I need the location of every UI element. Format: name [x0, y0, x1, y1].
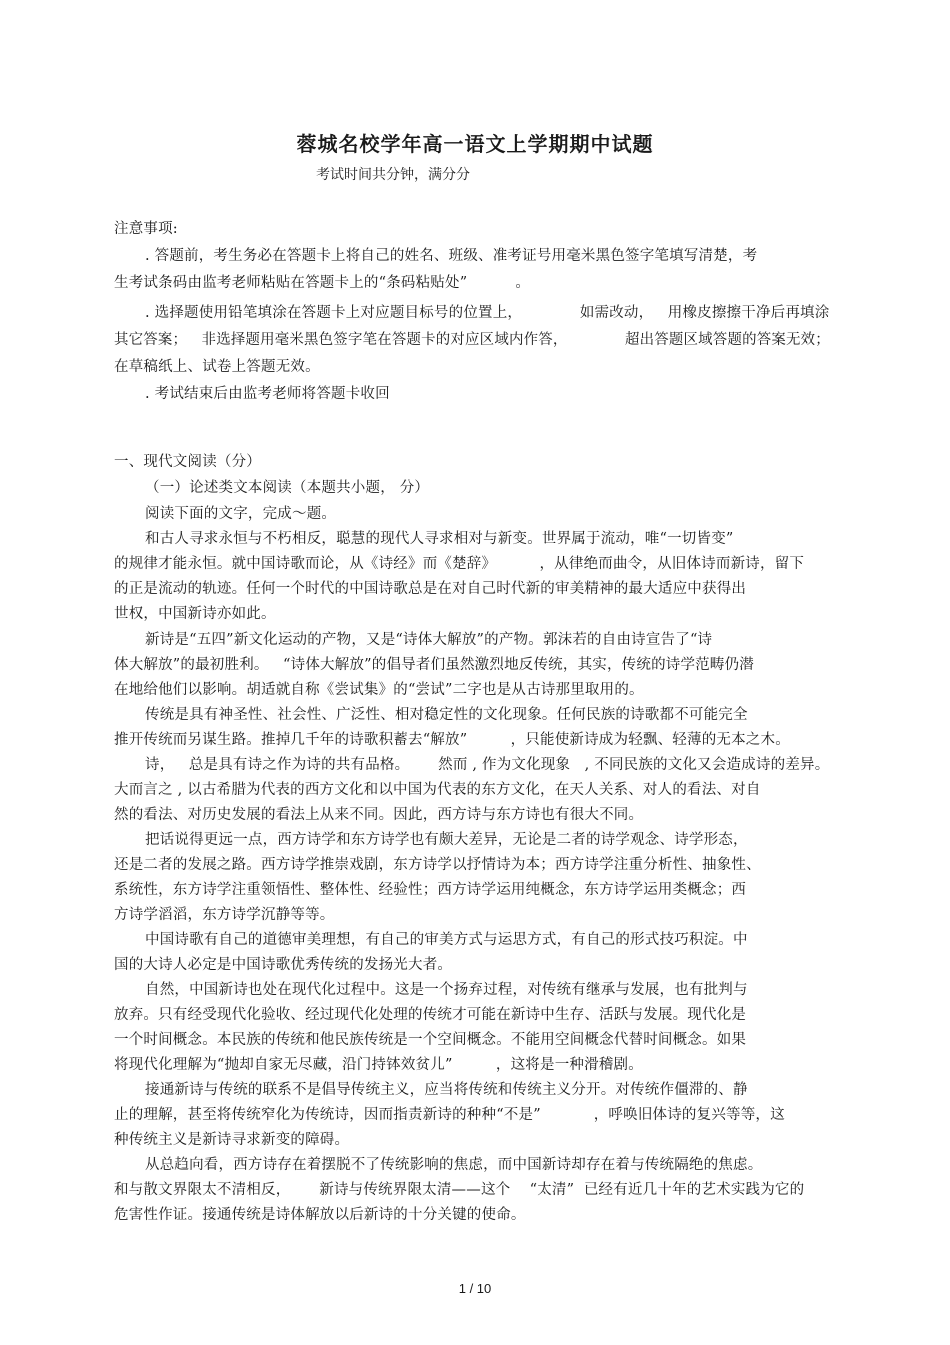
body-line: 大而言之 , 以古希腊为代表的西方文化和以中国为代表的东方文化，在天人关系、对人的看法、对自: [114, 782, 761, 798]
body-line: 接通新诗与传统的联系不是倡导传统主义，应当将传统和传统主义分开。对传统作僵滞的、静: [145, 1082, 748, 1098]
body-line: 把话说得更远一点，西方诗学和东方诗学也有颇大差异，无论是二者的诗学观念、诗学形态，: [145, 832, 748, 848]
body-line: 和与散文界限太不清相反， 新诗与传统界限太清——这个 “太清” 已经有近几十年的艺术实践为它的: [114, 1182, 805, 1198]
body-line: 还是二者的发展之路。西方诗学推崇戏剧，东方诗学以抒情诗为本；西方诗学注重分析性、抽象性、: [114, 857, 761, 873]
body-line: 诗， 总是具有诗之作为诗的共有品格。 然而 , 作为文化现象 , 不同民族的文化又会造成诗的差异。: [145, 757, 830, 773]
exam-subtitle: 考试时间共分钟，满分分: [316, 167, 470, 183]
body-line: 放弃。只有经受现代化验收、经过现代化处理的传统才可能在新诗中生存、活跃与发展。现代化是: [114, 1007, 747, 1023]
notice-line: 生考试条码由监考老师粘贴在答题卡上的“条码粘贴处” 。: [114, 275, 531, 291]
body-line: 国的大诗人必定是中国诗歌优秀传统的发扬光大者。: [114, 957, 453, 973]
body-line: 自然，中国新诗也处在现代化过程中。这是一个扬弃过程，对传统有继承与发展，也有批判与: [145, 982, 748, 998]
body-line: 止的理解，甚至将传统窄化为传统诗，因而指责新诗的种种“不是” ，呼唤旧体诗的复兴等等，这: [114, 1107, 785, 1123]
section-heading: 一、现代文阅读（分）: [114, 454, 261, 470]
body-line: 世权，中国新诗亦如此。: [114, 606, 276, 622]
body-line: 的正是流动的轨迹。任何一个时代的中国诗歌总是在对自己时代新的审美精神的最大适应中获得出: [114, 581, 747, 597]
body-line: 然的看法、对历史发展的看法上从来不同。因此，西方诗与东方诗也有很大不同。: [114, 807, 644, 823]
body-line: 在地给他们以影响。胡适就自称《尝试集》的“尝试”二字也是从古诗那里取用的。: [114, 682, 644, 698]
body-line: 一个时间概念。本民族的传统和他民族传统是一个空间概念。不能用空间概念代替时间概念。如果: [114, 1032, 747, 1048]
notice-line: . 选择题使用铅笔填涂在答题卡上对应题目标号的位置上， 如需改动， 用橡皮擦擦干净后再填涂: [145, 305, 830, 321]
body-line: 传统是具有神圣性、社会性、广泛性、相对稳定性的文化现象。任何民族的诗歌都不可能完全: [145, 707, 748, 723]
body-line: 危害性作证。接通传统是诗体解放以后新诗的十分关键的使命。: [114, 1207, 526, 1223]
notice-line: . 答题前，考生务必在答题卡上将自己的姓名、班级、准考证号用毫米黑色签字笔填写清楚，考: [145, 248, 758, 264]
notice-line: 在草稿纸上、试卷上答题无效。: [114, 359, 320, 375]
body-line: 的规律才能永恒。就中国诗歌而论，从《诗经》而《楚辞》 ，从律绝而曲令，从旧体诗而新诗，留下: [114, 556, 805, 572]
body-line: 方诗学滔滔，东方诗学沉静等等。: [114, 907, 335, 923]
instruction-line: 阅读下面的文字，完成～题。: [145, 506, 337, 522]
body-line: 推开传统而另谋生路。推掉几千年的诗歌积蓄去“解放” ，只能使新诗成为轻飘、轻薄的无本之木。: [114, 732, 790, 748]
notice-heading: 注意事项:: [114, 221, 178, 237]
subsection-heading: （一）论述类文本阅读（本题共小题， 分）: [145, 480, 430, 496]
body-line: 系统性，东方诗学注重领悟性、整体性、经验性；西方诗学运用纯概念，东方诗学运用类概念；西: [114, 882, 747, 898]
body-line: 和古人寻求永恒与不朽相反，聪慧的现代人寻求相对与新变。世界属于流动，唯“一切皆变”: [145, 531, 734, 547]
body-line: 种传统主义是新诗寻求新变的障碍。: [114, 1132, 350, 1148]
notice-line: . 考试结束后由监考老师将答题卡收回: [145, 386, 390, 402]
exam-title: 蓉城名校学年高一语文上学期期中试题: [296, 132, 654, 156]
body-line: 中国诗歌有自己的道德审美理想，有自己的审美方式与运思方式，有自己的形式技巧积淀。中: [145, 932, 748, 948]
page-number: 1 / 10: [458, 1281, 492, 1296]
body-line: 新诗是“五四”新文化运动的产物，又是“诗体大解放”的产物。郭沫若的自由诗宣告了“诗: [145, 632, 713, 648]
body-line: 体大解放”的最初胜利。 “诗体大解放”的倡导者们虽然激烈地反传统，其实，传统的诗学范畴仍潜: [114, 657, 754, 673]
body-line: 从总趋向看，西方诗存在着摆脱不了传统影响的焦虑，而中国新诗却存在着与传统隔绝的焦虑。: [145, 1157, 763, 1173]
notice-line: 其它答案； 非选择题用毫米黑色签字笔在答题卡的对应区域内作答， 超出答题区域答题的答案无效；: [114, 332, 830, 348]
body-line: 将现代化理解为“抛却自家无尽藏，沿门持钵效贫儿” ，这将是一种滑稽剧。: [114, 1057, 643, 1073]
